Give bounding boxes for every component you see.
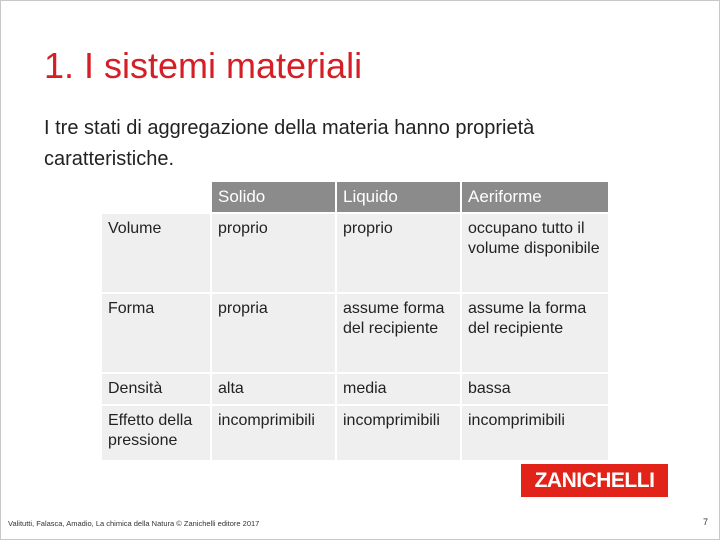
table-header-liquido: Liquido [336,181,461,213]
table-cell: proprio [336,213,461,293]
intro-text: I tre stati di aggregazione della materia hanno proprietà caratteristiche. [44,117,535,170]
row-label: Forma [101,293,211,373]
table-cell: propria [211,293,336,373]
table-cell: media [336,373,461,405]
table-cell: bassa [461,373,609,405]
table-row [101,405,609,461]
table-header-aeriforme: Aeriforme [461,181,609,213]
table-header-row [101,181,609,213]
table-cell: incomprimibili [336,405,461,461]
brand-wordmark: ZANICHELLI [534,468,655,492]
table-cell: assume la forma del recipiente [461,293,609,373]
table-header-solido: Solido [211,181,336,213]
table-row [101,213,609,293]
zanichelli-logo [521,464,668,497]
states-table [100,180,610,462]
table-cell: incomprimibili [211,405,336,461]
table-cell: incomprimibili [461,405,609,461]
table-cell: assume forma del recipiente [336,293,461,373]
footer-credit: Valitutti, Falasca, Amadio, La chimica della Natura © Zanichelli editore 2017 [8,519,260,528]
table-row [101,373,609,405]
page-number: 7 [703,517,709,527]
table-cell: occupano tutto il volume disponibile [461,213,609,293]
table-header-empty [101,181,211,213]
slide-title: 1. I sistemi materiali [44,45,363,86]
row-label: Volume [101,213,211,293]
table-cell: proprio [211,213,336,293]
row-label: Densità [101,373,211,405]
table-row [101,293,609,373]
table-cell: alta [211,373,336,405]
row-label: Effetto della pressione [101,405,211,461]
